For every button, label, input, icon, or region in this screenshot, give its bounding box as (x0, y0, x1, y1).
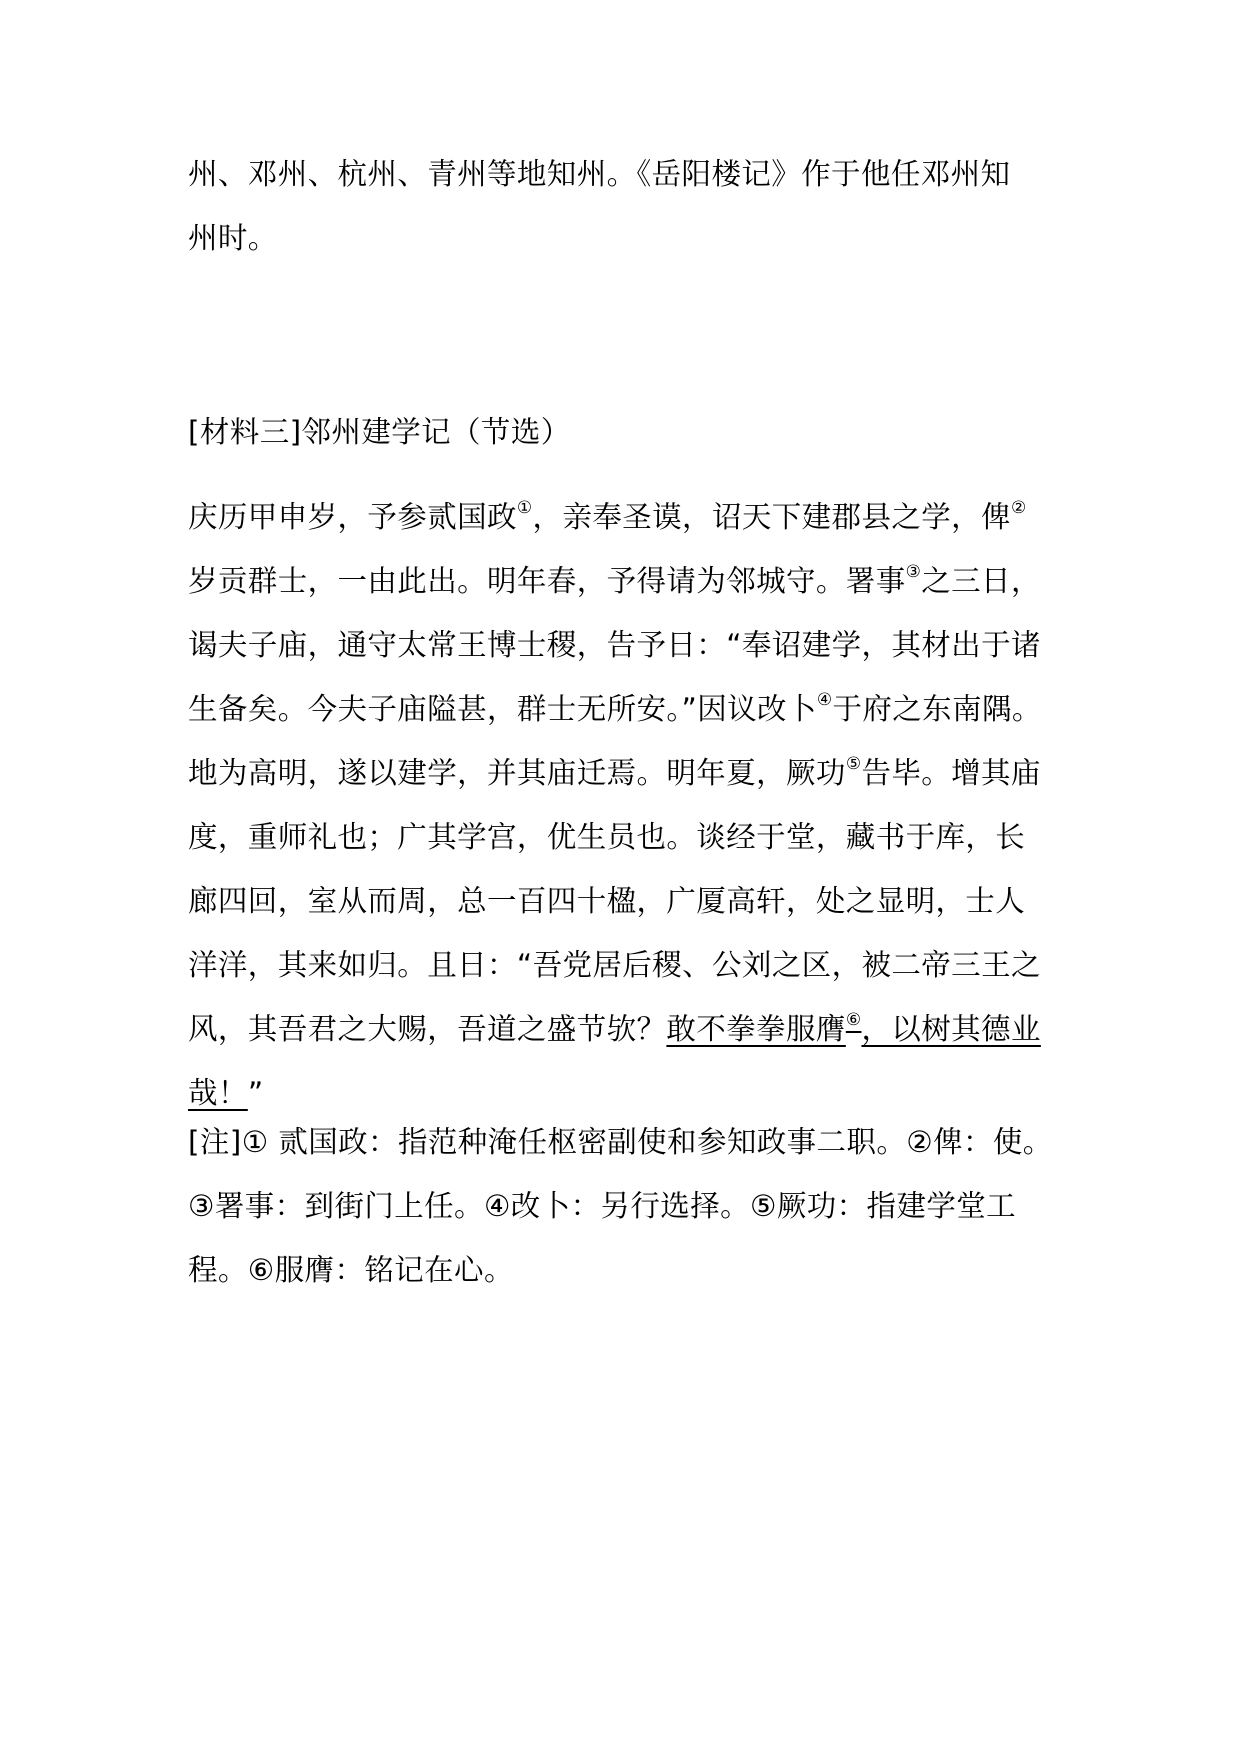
passage-text: 洋洋，其来如归。且日：“吾党居后稷、公刘之区，被二帝三王之 (188, 948, 1041, 982)
footnote-marker: ① (516, 498, 533, 519)
text-line: 州时。 (188, 221, 278, 255)
passage-text: 之三日， (921, 564, 1041, 598)
passage-paragraph (188, 485, 1068, 1125)
footnote-marker: ② (1010, 498, 1027, 519)
passage-line (188, 613, 1068, 677)
passage-line (188, 997, 1068, 1061)
passage-text: 岁贡群士，一由此出。明年春，予得请为邻城守。署事 (188, 564, 906, 598)
passage-text: 告毕。增其庙 (861, 756, 1041, 790)
passage-text: ” (247, 1076, 264, 1110)
notes-paragraph (188, 1110, 1068, 1302)
passage-text: 庆历甲申岁，予参贰国政 (188, 500, 517, 534)
passage-text: 谒夫子庙，通守太常王博士稷，告予日：“奉诏建学，其材出于诸 (188, 628, 1041, 662)
note-line: [注]① 贰国政：指范种淹任枢密副使和参知政事二职。②俾：使。 (188, 1125, 1053, 1159)
passage-text: 地为高明，遂以建学，并其庙迁焉。明年夏，厥功 (188, 756, 846, 790)
intro-paragraph (188, 142, 1068, 270)
section-heading: [材料三]邻州建学记（节选） (188, 415, 571, 449)
text-line: 州、邓州、杭州、青州等地知州。《岳阳楼记》作于他任邓州知 (188, 157, 1011, 191)
underlined-text: 哉！ (188, 1076, 248, 1110)
passage-text: 度，重师礼也；广其学宫，优生员也。谈经于堂，藏书于库，长 (188, 820, 1026, 854)
passage-line (188, 933, 1068, 997)
footnote-marker: ④ (816, 690, 833, 711)
passage-text: ，亲奉圣谟，诏天下建郡县之学，俾 (532, 500, 1011, 534)
passage-line (188, 549, 1068, 613)
note-line: ③署事：到街门上任。④改卜：另行选择。⑤厥功：指建学堂工 (188, 1189, 1017, 1223)
footnote-marker: ⑤ (845, 754, 862, 775)
passage-line (188, 869, 1068, 933)
passage-line (188, 677, 1068, 741)
note-line: 程。⑥服膺：铭记在心。 (188, 1253, 514, 1287)
passage-line (188, 485, 1068, 549)
passage-line (188, 805, 1068, 869)
footnote-marker: ⑥ (845, 1010, 862, 1031)
passage-line (188, 741, 1068, 805)
underlined-text: 敢不拳拳服膺 (666, 1012, 846, 1046)
passage-text: 廊四回，室从而周，总一百四十楹，广厦高轩，处之显明，士人 (188, 884, 1026, 918)
passage-text: 生备矣。今夫子庙隘甚，群士无所安。”因议改卜 (188, 692, 817, 726)
material-title (188, 400, 1068, 464)
underlined-text: ，以树其德业 (861, 1012, 1041, 1046)
passage-text: 风，其吾君之大赐，吾道之盛节欤？ (188, 1012, 667, 1046)
passage-text: 于府之东南隅。 (832, 692, 1042, 726)
footnote-marker: ③ (905, 562, 922, 583)
